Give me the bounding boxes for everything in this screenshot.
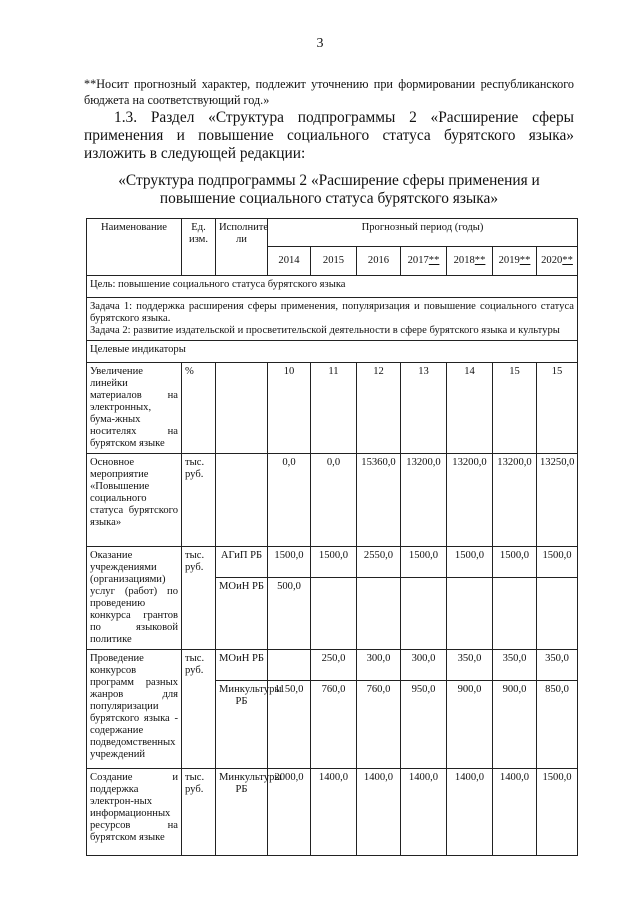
subprogram-structure-table — [86, 218, 578, 856]
header-name: Наименование — [87, 219, 182, 276]
year-forecast-mark: ** — [519, 254, 531, 266]
value-entry: 950,0 — [401, 680, 446, 699]
value-entry: 900,0 — [493, 680, 536, 699]
value-entry — [447, 577, 492, 584]
value-cell — [493, 650, 537, 769]
table-body — [87, 219, 578, 856]
value-entry: 500,0 — [268, 577, 310, 596]
value-cell — [268, 650, 311, 769]
value-cell: 0,0 — [311, 454, 357, 547]
executor-entry: МОиН РБ — [219, 653, 265, 664]
table-row — [87, 363, 578, 454]
value-entry — [537, 577, 577, 584]
value-entry: 350,0 — [545, 653, 569, 664]
table-row — [87, 650, 578, 769]
executor-entry: Минкультуры РБ — [216, 680, 267, 711]
row-executor — [216, 547, 268, 650]
row-unit: тыс. руб. — [182, 547, 216, 650]
value-cell: 11 — [311, 363, 357, 454]
year-label: 2014 — [278, 254, 300, 266]
goal-row — [87, 276, 578, 298]
value-entry — [268, 650, 310, 680]
tasks-cell — [87, 298, 578, 341]
page-number: 3 — [316, 36, 324, 51]
year-label: 2019 — [498, 254, 520, 266]
year-label: 2018 — [453, 254, 475, 266]
value-entry — [311, 577, 356, 584]
year-label: 2016 — [367, 254, 390, 266]
year-header — [311, 246, 357, 275]
row-name: Создание и поддержка электрон-ных информационных ресурсов на бурятском языке — [87, 769, 182, 856]
value-cell: 13 — [401, 363, 447, 454]
year-header — [268, 246, 311, 275]
value-cell: 0,0 — [268, 454, 311, 547]
value-cell — [311, 547, 357, 650]
value-cell — [447, 547, 493, 650]
row-executor — [216, 454, 268, 547]
task-2: Задача 2: развитие издательской и просветительской деятельности в сфере бурятского языка и культуры — [90, 325, 560, 336]
table-header-row — [87, 219, 578, 247]
value-cell: 2000,0 — [268, 769, 311, 856]
header-unit: Ед. изм. — [182, 219, 216, 276]
value-cell — [401, 547, 447, 650]
tasks-row — [87, 298, 578, 341]
row-executor — [216, 650, 282, 769]
value-entry: 300,0 — [411, 653, 436, 664]
value-entry: 1500,0 — [318, 550, 349, 561]
indicators-label: Целевые индикаторы — [87, 341, 578, 363]
value-entry: 900,0 — [447, 680, 492, 699]
value-entry: 760,0 — [311, 680, 356, 699]
value-cell — [268, 547, 311, 650]
value-cell: 14 — [447, 363, 493, 454]
value-entry: 1500,0 — [499, 550, 530, 561]
value-cell: 1400,0 — [401, 769, 447, 856]
row-executor — [216, 363, 268, 454]
year-header — [357, 246, 401, 275]
year-label: 2020 — [541, 254, 563, 266]
executor-entry: МОиН РБ — [216, 577, 267, 596]
value-entry: 1500,0 — [274, 550, 304, 561]
section-heading: «Структура подпрограммы 2 «Расширение сферы применения и повышение социального статуса бурятского языка» — [118, 172, 540, 207]
row-name: Увеличение линейки материалов на электронных, бума-жных носителях на бурятском языке — [87, 363, 182, 454]
row-unit: тыс. руб. — [182, 650, 216, 769]
value-cell: 12 — [357, 363, 401, 454]
row-unit: тыс. руб. — [182, 769, 216, 856]
year-label: 2015 — [322, 254, 345, 266]
value-cell: 1400,0 — [447, 769, 493, 856]
table-row — [87, 547, 578, 650]
value-cell: 15360,0 — [357, 454, 401, 547]
footnote: **Носит прогнозный характер, подлежит уточнению при формировании республиканского бюджета на соответствующий год.» — [84, 77, 574, 107]
executor-entry: АГиП РБ — [220, 550, 263, 561]
amendment-text: 1.3. Раздел «Структура подпрограммы 2 «Расширение сферы применения и повышение социального статуса бурятского языка» изложить в следующей редакции: — [84, 109, 574, 162]
year-header — [401, 246, 447, 275]
value-entry: 2550,0 — [363, 550, 394, 561]
value-cell: 1400,0 — [357, 769, 401, 856]
year-forecast-mark: ** — [428, 254, 440, 266]
value-cell: 1500,0 — [537, 769, 578, 856]
value-cell — [357, 547, 401, 650]
value-cell: 13250,0 — [537, 454, 578, 547]
value-entry — [493, 577, 536, 584]
value-entry: 350,0 — [457, 653, 482, 664]
value-cell: 10 — [268, 363, 311, 454]
year-forecast-mark: ** — [562, 254, 573, 266]
year-header — [493, 246, 537, 275]
header-forecast-period: Прогнозный период (годы) — [268, 219, 578, 247]
row-executor: Минкультуры РБ — [216, 769, 268, 856]
value-cell: 15 — [537, 363, 578, 454]
value-entry: 1150,0 — [268, 680, 310, 699]
year-forecast-mark: ** — [474, 254, 486, 266]
value-cell — [537, 650, 578, 769]
year-header — [537, 246, 578, 275]
value-entry: 1500,0 — [542, 550, 572, 561]
value-entry: 1500,0 — [454, 550, 485, 561]
value-cell — [311, 650, 357, 769]
value-entry: 250,0 — [321, 653, 346, 664]
row-unit: % — [182, 363, 216, 454]
row-name: Основное мероприятие «Повышение социального статуса бурятского языка» — [87, 454, 182, 547]
value-cell: 1400,0 — [493, 769, 537, 856]
indicators-row — [87, 341, 578, 363]
goal-text: Цель: повышение социального статуса бурятского языка — [87, 276, 578, 298]
table-row — [87, 454, 578, 547]
row-name: Оказание учреждениями (организациями) услуг (работ) по проведению конкурса грантов по языковой политике — [87, 547, 182, 650]
value-cell: 1400,0 — [311, 769, 357, 856]
value-entry: 350,0 — [502, 653, 527, 664]
header-executor: Исполните ли — [216, 219, 268, 276]
value-cell — [537, 547, 578, 650]
value-entry: 300,0 — [366, 653, 391, 664]
value-entry: 850,0 — [537, 680, 577, 699]
task-1: Задача 1: поддержка расширения сферы применения, популяризация и повышение социального статуса бурятского языка. — [90, 301, 575, 324]
value-entry: 1500,0 — [408, 550, 439, 561]
value-cell: 13200,0 — [493, 454, 537, 547]
value-entry — [401, 577, 446, 584]
value-entry: 760,0 — [357, 680, 400, 699]
value-cell: 15 — [493, 363, 537, 454]
value-entry — [357, 577, 400, 584]
value-cell: 13200,0 — [447, 454, 493, 547]
value-cell — [447, 650, 493, 769]
year-header — [447, 246, 493, 275]
year-label: 2017 — [407, 254, 429, 266]
value-cell — [357, 650, 401, 769]
row-unit: тыс. руб. — [182, 454, 216, 547]
value-cell — [401, 650, 447, 769]
value-cell: 13200,0 — [401, 454, 447, 547]
value-cell — [493, 547, 537, 650]
table-row — [87, 769, 578, 856]
row-name: Проведение конкурсов программ разных жанров для популяризации бурятского языка - содержание подведомственных учреждений — [87, 650, 182, 769]
